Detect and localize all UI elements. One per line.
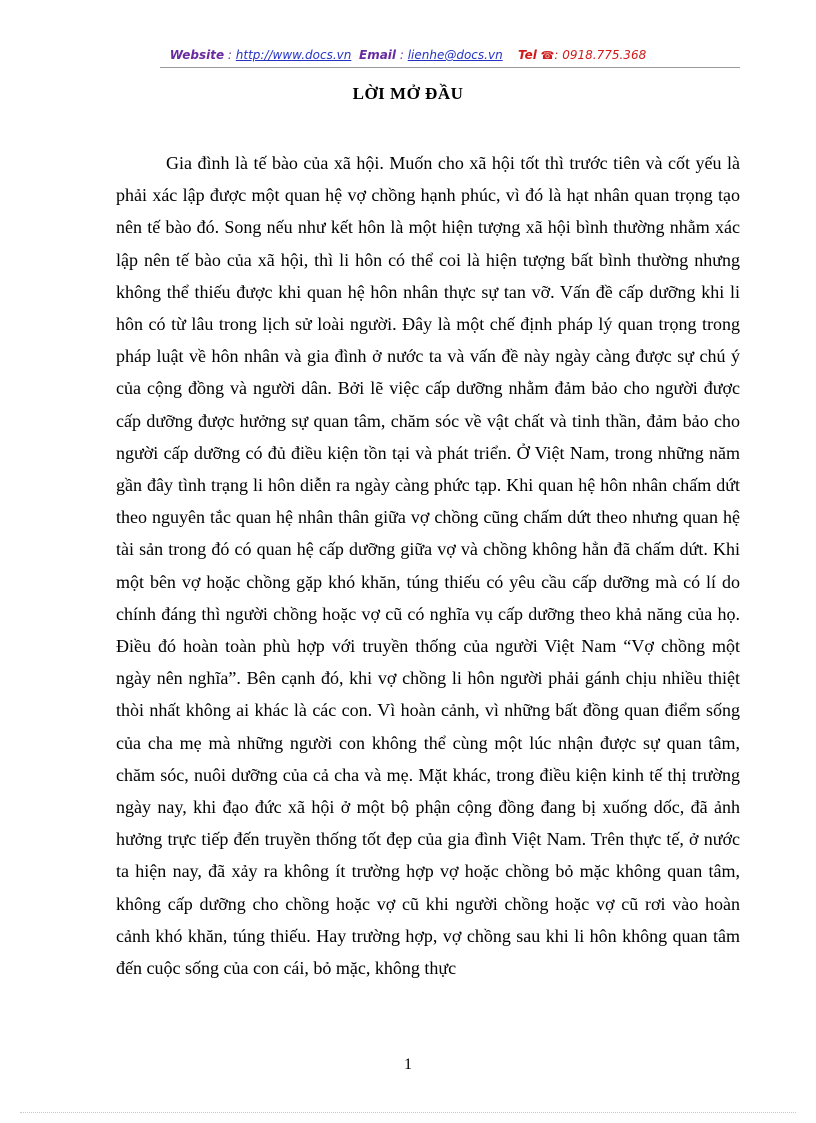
email-separator: : [396, 48, 408, 62]
tel-number: : 0918.775.368 [554, 48, 647, 62]
tel-label: Tel [517, 48, 537, 62]
header-divider [160, 67, 740, 68]
email-label: Email [359, 48, 397, 62]
website-separator: : [224, 48, 236, 62]
page-header [0, 46, 816, 65]
page-number: 1 [404, 1056, 412, 1073]
email-link[interactable]: lienhe@docs.vn [407, 48, 503, 62]
phone-icon: ☎ [540, 49, 555, 62]
document-title: LỜI MỞ ĐẦU [352, 84, 464, 103]
body-paragraph: Gia đình là tế bào của xã hội. Muốn cho xã hội tốt thì trước tiên và cốt yếu là phải xác lập được một quan hệ vợ chồng hạnh phúc, vì đó là hạt nhân quan trọng tạo nên tế bào đó. Song nếu như kết hôn là một hiện tượng xã hội bình thường nhằm xác lập nên tế bào của xã hội, thì li hôn có thể coi là hiện tượng bất bình thường nhưng không thể thiếu được khi quan hệ hôn nhân thực sự tan vỡ. Vấn đề cấp dưỡng khi li hôn có từ lâu trong lịch sử loài người. Đây là một chế định pháp lý quan trọng trong pháp luật về hôn nhân và gia đình ở nước ta và vấn đề này ngày càng được sự chú ý của cộng đồng và người dân. Bởi lẽ việc cấp dưỡng nhằm đảm bảo cho người được cấp dưỡng được hưởng sự quan tâm, chăm sóc về vật chất và tinh thần, đảm bảo cho người cấp dưỡng có đủ điều kiện tồn tại và phát triển. Ở Việt Nam, trong những năm gần đây tình trạng li hôn diễn ra ngày càng phức tạp. Khi quan hệ hôn nhân chấm dứt theo nguyên tắc quan hệ nhân thân giữa vợ chồng cũng chấm dứt theo nhưng quan hệ tài sản trong đó có quan hệ cấp dưỡng giữa vợ và chồng không hẳn đã chấm dứt. Khi một bên vợ hoặc chồng gặp khó khăn, túng thiếu có yêu cầu cấp dưỡng mà có lí do chính đáng thì người chồng hoặc vợ cũ có nghĩa vụ cấp dưỡng theo khả năng của họ. Điều đó hoàn toàn phù hợp với truyền thống của người Việt Nam “Vợ chồng một ngày nên nghĩa”. Bên cạnh đó, khi vợ chồng li hôn người phải gánh chịu nhiều thiệt thòi nhất không ai khác là các con. Vì hoàn cảnh, vì những bất đồng quan điểm sống của cha mẹ mà những người con không thể cùng một lúc nhận được sự quan tâm, chăm sóc, nuôi dưỡng của cả cha và mẹ. Mặt khác, trong điều kiện kinh tế thị trường ngày nay, khi đạo đức xã hội ở một bộ phận cộng đồng đang bị xuống dốc, đã ảnh hưởng trực tiếp đến truyền thống tốt đẹp của gia đình Việt Nam. Trên thực tế, ở nước ta hiện nay, đã xảy ra không ít trường hợp vợ hoặc chồng bỏ mặc không quan tâm, không cấp dưỡng cho chồng hoặc vợ cũ khi người chồng hoặc vợ cũ rơi vào hoàn cảnh khó khăn, túng thiếu. Hay trường hợp, vợ chồng sau khi li hôn không quan tâm đến cuộc sống của con cái, bỏ mặc, không thực [116, 153, 740, 979]
page-bottom-divider [20, 1112, 796, 1113]
website-link[interactable]: http://www.docs.vn [235, 48, 352, 62]
website-label: Website [169, 48, 225, 62]
